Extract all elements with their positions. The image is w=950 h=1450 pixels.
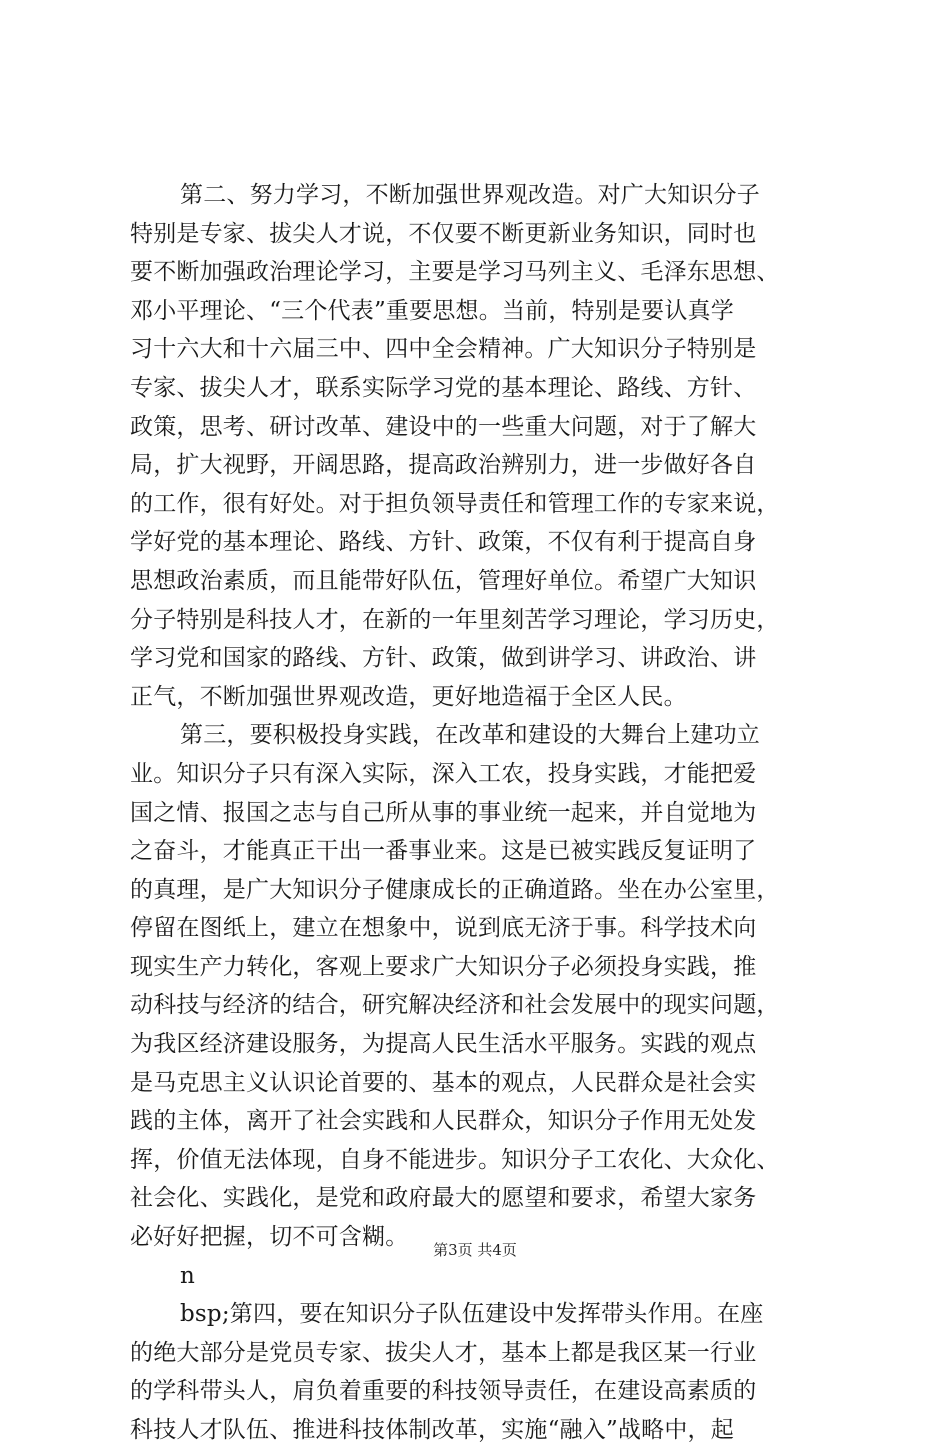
text-line: 正气，不断加强世界观改造，更好地造福于全区人民。: [130, 683, 687, 710]
text-line: n: [180, 1262, 196, 1289]
text-line: 学好党的基本理论、路线、方针、政策，不仅有利于提高自身: [130, 529, 757, 556]
text-line: 专家、拔尖人才，联系实际学习党的基本理论、路线、方针、: [130, 374, 757, 401]
text-line: 是马克思主义认识论首要的、基本的观点，人民群众是社会实: [130, 1069, 757, 1096]
text-line: 思想政治素质，而且能带好队伍，管理好单位。希望广大知识: [130, 567, 757, 594]
text-line: 为我区经济建设服务，为提高人民生活水平服务。实践的观点: [130, 1031, 757, 1058]
text-line: 要不断加强政治理论学习，主要是学习马列主义、毛泽东思想、: [130, 259, 780, 286]
text-line: 的学科带头人，肩负着重要的科技领导责任，在建设高素质的: [130, 1378, 757, 1405]
text-line: 的工作，很有好处。对于担负领导责任和管理工作的专家来说，: [130, 490, 780, 517]
text-line: 动科技与经济的结合，研究解决经济和社会发展中的现实问题，: [130, 992, 780, 1019]
text-line: 国之情、报国之志与自己所从事的事业统一起来，并自觉地为: [130, 799, 757, 826]
text-line: 学习党和国家的路线、方针、政策，做到讲学习、讲政治、讲: [130, 645, 757, 672]
text-line: 社会化、实践化，是党和政府最大的愿望和要求，希望大家务: [130, 1185, 757, 1212]
text-line: 特别是专家、拔尖人才说，不仅要不断更新业务知识，同时也: [130, 220, 757, 247]
text-line: 挥，价值无法体现，自身不能进步。知识分子工农化、大众化、: [130, 1146, 780, 1173]
text-line: 第三，要积极投身实践，在改革和建设的大舞台上建功立: [180, 722, 760, 749]
text-line: 政策，思考、研讨改革、建设中的一些重大问题，对于了解大: [130, 413, 757, 440]
text-line: 践的主体，离开了社会实践和人民群众，知识分子作用无处发: [130, 1108, 757, 1135]
text-line: 分子特别是科技人才，在新的一年里刻苦学习理论，学习历史，: [130, 606, 780, 633]
text-line: 必好好把握，切不可含糊。: [130, 1224, 409, 1251]
text-line: 的真理，是广大知识分子健康成长的正确道路。坐在办公室里，: [130, 876, 780, 903]
text-line: 习十六大和十六届三中、四中全会精神。广大知识分子特别是: [130, 336, 757, 363]
text-line: 之奋斗，才能真正干出一番事业来。这是已被实践反复证明了: [130, 838, 757, 865]
text-line: 停留在图纸上，建立在想象中，说到底无济于事。科学技术向: [130, 915, 757, 942]
page-footer: [0, 1240, 950, 1260]
text-line: 的绝大部分是党员专家、拔尖人才，基本上都是我区某一行业: [130, 1339, 757, 1366]
page-number: 第3页 共4页: [433, 1241, 517, 1259]
text-line: 第二、努力学习，不断加强世界观改造。对广大知识分子: [180, 182, 760, 208]
text-line: bsp;第四，要在知识分子队伍建设中发挥带头作用。在座: [180, 1301, 764, 1328]
text-line: 邓小平理论、“三个代表”重要思想。当前，特别是要认真学: [130, 297, 734, 324]
text-line: 科技人才队伍、推进科技体制改革，实施“融入”战略中，起: [130, 1417, 734, 1443]
text-line: 局，扩大视野，开阔思路，提高政治辨别力，进一步做好各自: [130, 452, 757, 479]
text-line: 现实生产力转化，客观上要求广大知识分子必须投身实践，推: [130, 953, 757, 980]
text-line: 业。知识分子只有深入实际，深入工农，投身实践，才能把爱: [130, 760, 757, 787]
